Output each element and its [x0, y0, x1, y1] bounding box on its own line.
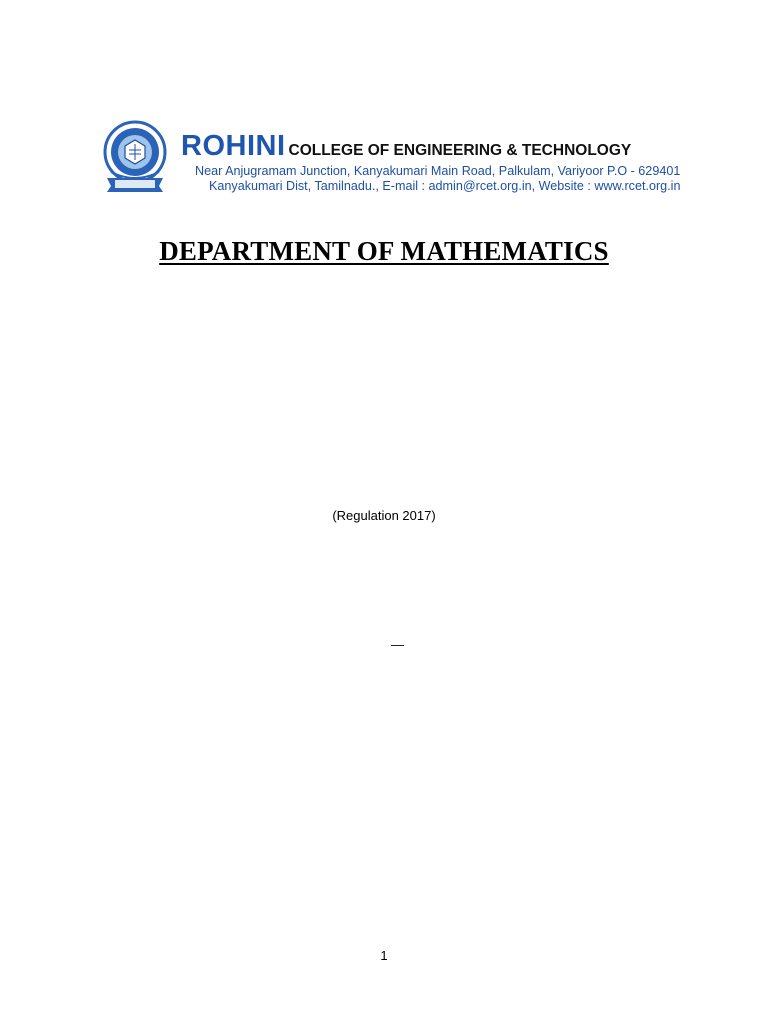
- college-seal-logo: [103, 120, 167, 196]
- dash-mark: —: [391, 637, 404, 652]
- regulation-text: (Regulation 2017): [332, 508, 436, 523]
- college-address-line2: Kanyakumari Dist, Tamilnadu., E-mail : admin@rcet.org.in, Website : www.rcet.org.in: [209, 179, 681, 193]
- college-letterhead: [103, 120, 705, 196]
- college-name-rest: COLLEGE OF ENGINEERING & TECHNOLOGY: [288, 142, 632, 159]
- college-brand-name: ROHINI: [181, 130, 286, 162]
- college-address-line1: Near Anjugramam Junction, Kanyakumari Main Road, Palkulam, Variyoor P.O - 629401: [195, 164, 681, 178]
- college-name-line: [181, 132, 705, 161]
- page-number: 1: [380, 948, 388, 963]
- department-title: DEPARTMENT OF MATHEMATICS: [159, 236, 609, 266]
- college-details: [181, 132, 705, 194]
